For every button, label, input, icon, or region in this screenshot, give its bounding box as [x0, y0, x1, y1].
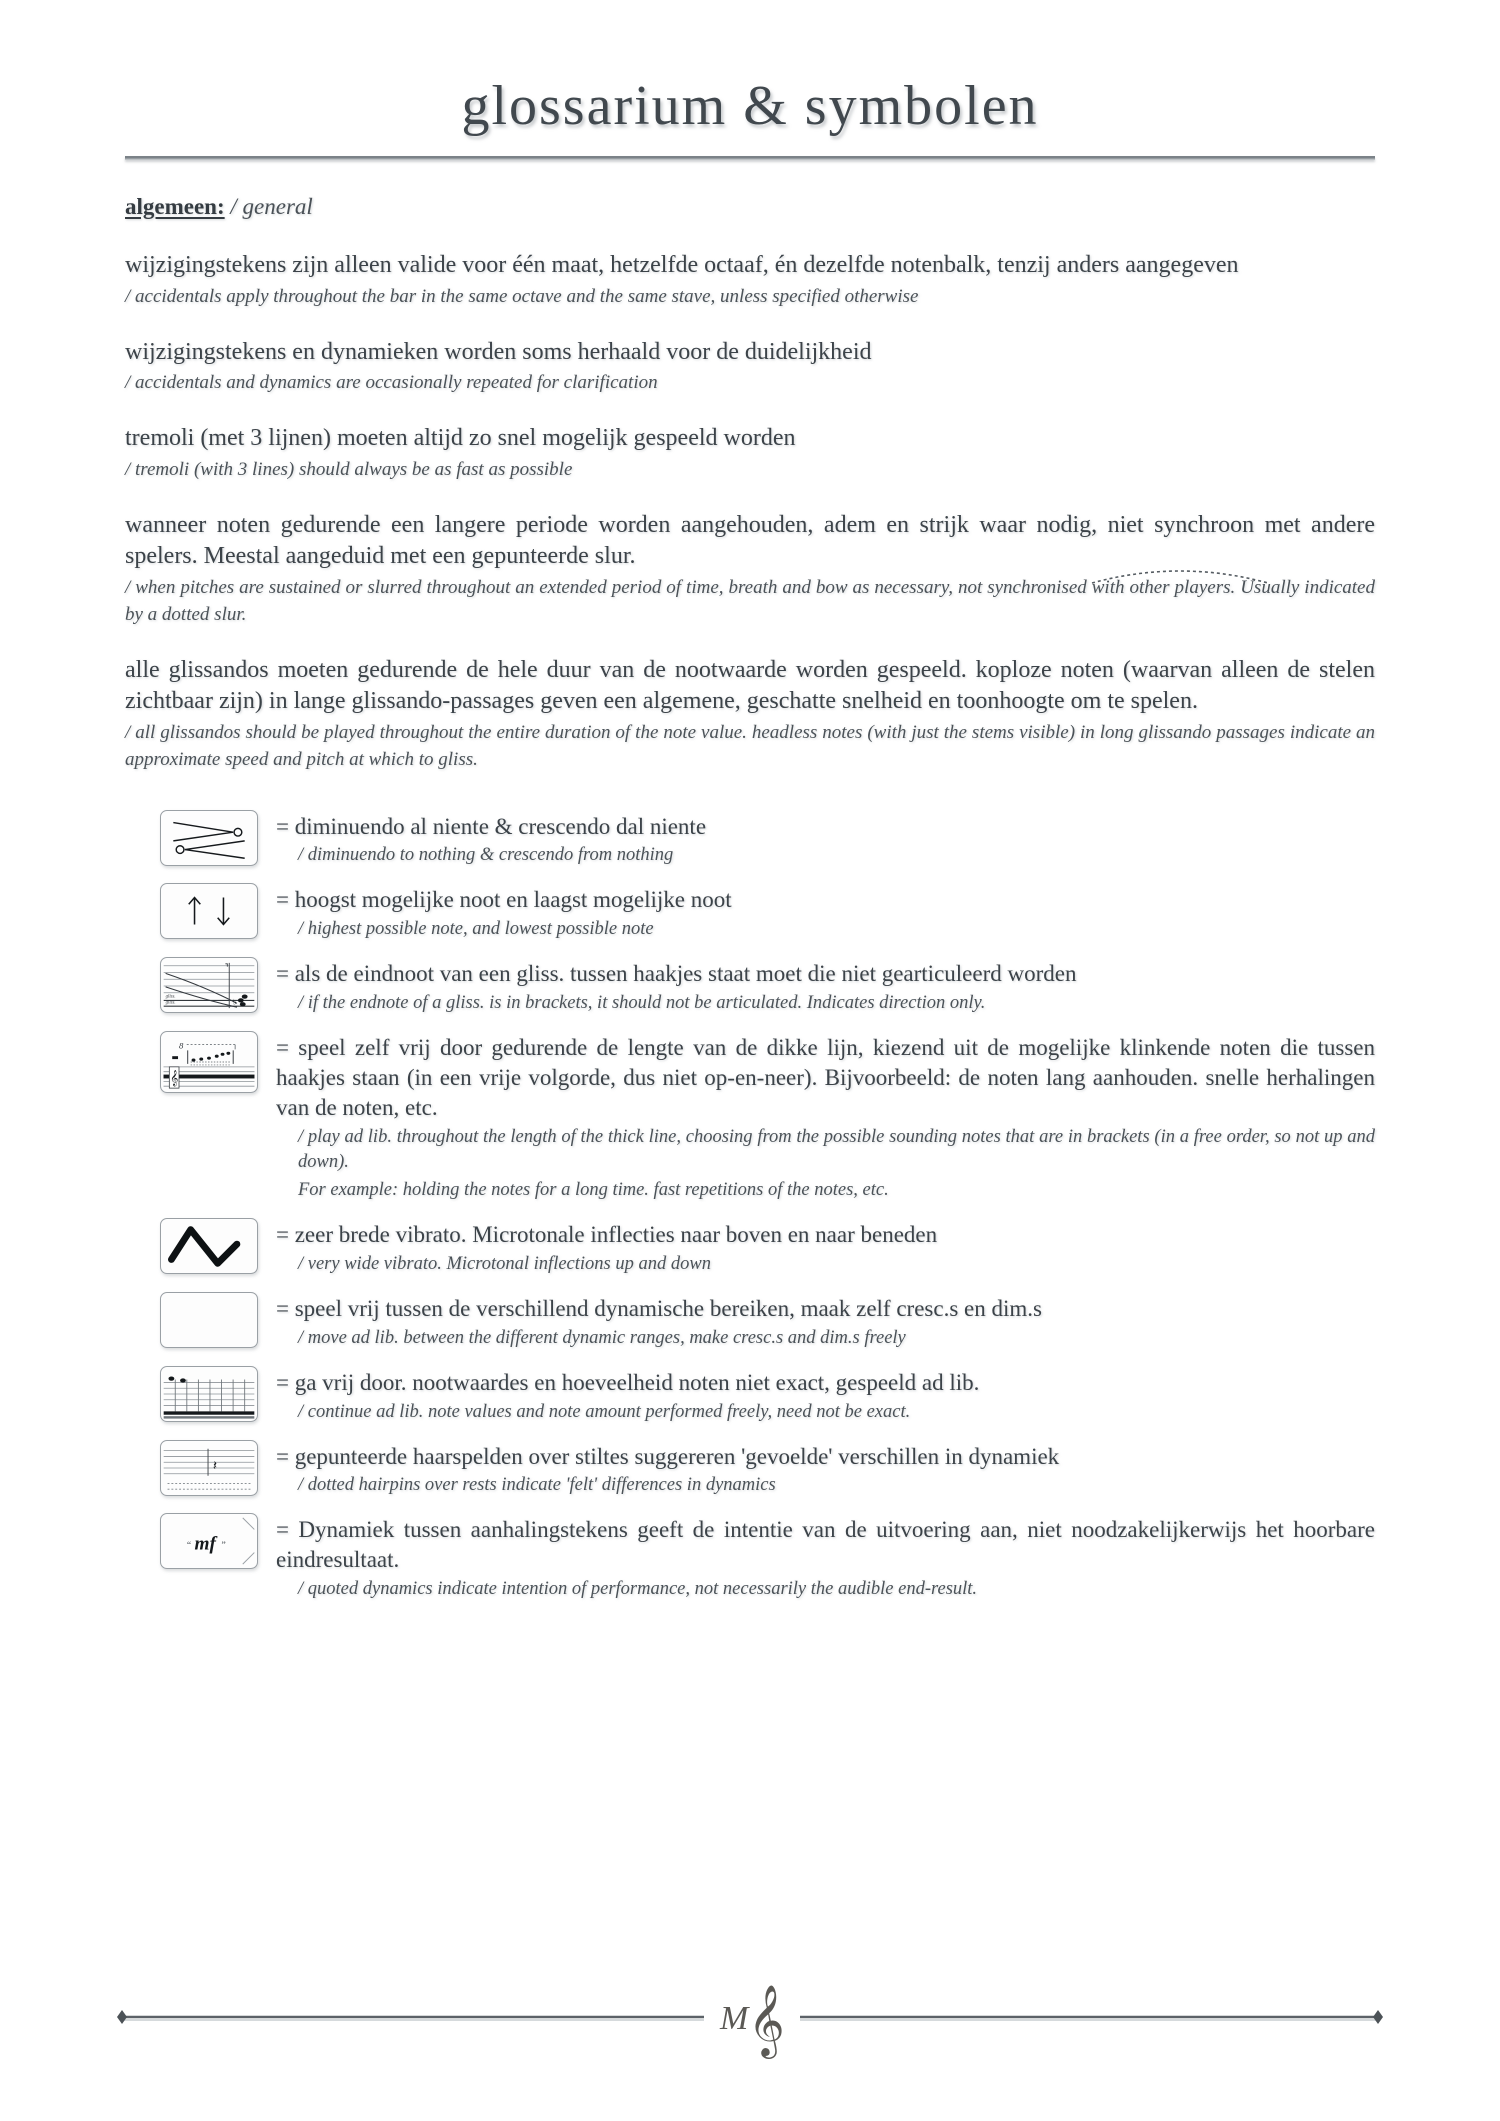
- svg-text:gliss.: gliss.: [165, 994, 176, 1000]
- paragraph: [125, 337, 1375, 398]
- svg-text:♭: ♭: [233, 997, 237, 1007]
- ad-lib-ottava-icon: [160, 1031, 258, 1093]
- symbol-description: [276, 1366, 1375, 1426]
- symbol-row: [125, 1218, 1375, 1278]
- symbol-en: / highest possible note, and lowest possible note: [298, 919, 654, 940]
- paragraph-nl: wijzigingstekens zijn alleen valide voor één maat, hetzelfde octaaf, én dezelfde notenbalk, tenzij anders aangegeven: [125, 252, 1239, 278]
- paragraph-en: / when pitches are sustained or slurred throughout an extended period of time, breath and bow as necessary, not synchronised with other players. Usually indicated by a dotted slur.: [125, 577, 1375, 625]
- paragraph-en: / tremoli (with 3 lines) should always be as fast as possible: [125, 458, 573, 480]
- content-area: [125, 160, 1375, 1603]
- symbol-row: [125, 810, 1375, 870]
- svg-text:𝄞: 𝄞: [170, 1070, 179, 1087]
- symbol-nl: = ga vrij door. nootwaardes en hoeveelheid noten niet exact, gespeeld ad lib.: [276, 1369, 980, 1395]
- svg-text:gliss.: gliss.: [165, 1000, 176, 1006]
- symbol-nl: = gepunteerde haarspelden over stiltes suggereren 'gevoelde' verschillen in dynamiek: [276, 1443, 1060, 1469]
- symbol-description: [276, 1218, 1375, 1278]
- svg-text:M: M: [720, 2000, 749, 2037]
- symbol-row: [125, 1513, 1375, 1603]
- symbol-row: [125, 1292, 1375, 1352]
- symbol-description: [276, 957, 1375, 1017]
- svg-text:“: “: [186, 1540, 192, 1552]
- symbol-en: / quoted dynamics indicate intention of performance, not necessarily the audible end-result.: [298, 1579, 978, 1600]
- symbol-en: / continue ad lib. note values and note amount performed freely, need not be exact.: [298, 1401, 911, 1422]
- symbol-nl: = Dynamiek tussen aanhalingstekens geeft de intentie van de uitvoering aan, niet noodzakelijkerwijs het hoorbare eindresultaat.: [276, 1517, 1375, 1573]
- svg-text:”: ”: [221, 1540, 226, 1552]
- symbol-en: / diminuendo to nothing & crescendo from nothing: [298, 845, 674, 866]
- glissando-stave-icon: [160, 957, 258, 1013]
- symbol-en: / dotted hairpins over rests indicate 'felt' differences in dynamics: [298, 1475, 776, 1496]
- symbol-en: / very wide vibrato. Microtonal inflections up and down: [298, 1254, 711, 1275]
- symbol-nl: = diminuendo al niente & crescendo dal niente: [276, 813, 707, 839]
- symbol-row: [125, 883, 1375, 943]
- symbol-en: / move ad lib. between the different dynamic ranges, make cresc.s and dim.s freely: [298, 1327, 906, 1348]
- paragraph: [125, 250, 1375, 311]
- paragraph-nl: tremoli (met 3 lijnen) moeten altijd zo snel mogelijk gespeeld worden: [125, 425, 796, 451]
- wide-vibrato-icon: [160, 1218, 258, 1274]
- symbol-en: / play ad lib. throughout the length of the thick line, choosing from the possible sounding notes that are in brackets (in a free order, so not up and down).: [298, 1126, 1375, 1173]
- quoted-mf-icon: [160, 1513, 258, 1569]
- symbol-nl: = zeer brede vibrato. Microtonale inflecties naar boven en naar beneden: [276, 1222, 938, 1248]
- paragraph-en: / accidentals and dynamics are occasionally repeated for clarification: [125, 372, 658, 394]
- symbol-row: [125, 1440, 1375, 1500]
- svg-text:𝄽: 𝄽: [212, 1457, 217, 1474]
- dotted-hairpin-rest-icon: [160, 1440, 258, 1496]
- monogram-divider-icon: [100, 1969, 1400, 2059]
- section-heading-nl: algemeen:: [125, 194, 225, 219]
- page-title: glossarium & symbolen: [461, 75, 1039, 137]
- symbol-nl: = hoogst mogelijke noot en laagst mogelijke noot: [276, 887, 732, 913]
- symbol-description: [276, 1440, 1375, 1500]
- svg-text:8: 8: [179, 1040, 184, 1051]
- paragraph-nl: wanneer noten gedurende een langere periode worden aangehouden, adem en strijk waar nodig, niet synchroon met andere spelers. Meestal aangeduid met een gepunteerde slur.: [125, 511, 1375, 570]
- title-block: [0, 0, 1500, 137]
- symbol-description: [276, 1292, 1375, 1352]
- section-heading-en: / general: [230, 194, 313, 219]
- symbol-legend: [125, 810, 1375, 1603]
- up-down-arrows-icon: [160, 883, 258, 939]
- footer-ornament: [0, 1969, 1500, 2059]
- symbol-row: [125, 1366, 1375, 1426]
- paragraph-en: / all glissandos should be played throughout the entire duration of the note value. headless notes (with just the stems visible) in long glissando passages indicate an approximate speed and pitch at which to gliss.: [125, 722, 1375, 770]
- paragraph-en: / accidentals apply throughout the bar in the same octave and the same stave, unless specified otherwise: [125, 285, 919, 307]
- symbol-row: [125, 1031, 1375, 1204]
- symbol-en-extra: For example: holding the notes for a long time. fast repetitions of the notes, etc.: [298, 1180, 889, 1201]
- symbol-nl: = als de eindnoot van een gliss. tussen haakjes staat moet die niet gearticuleerd worden: [276, 961, 1077, 987]
- paragraph-nl: wijzigingstekens en dynamieken worden soms herhaald voor de duidelijkheid: [125, 338, 872, 365]
- svg-text:mf: mf: [194, 1533, 216, 1555]
- symbol-row: [125, 957, 1375, 1017]
- empty-box-icon: [160, 1292, 258, 1348]
- paragraph: [125, 423, 1375, 484]
- svg-text:𝄞: 𝄞: [748, 1983, 785, 2056]
- symbol-nl: = speel vrij tussen de verschillend dynamische bereiken, maak zelf cresc.s en dim.s: [276, 1295, 1042, 1321]
- symbol-description: [276, 1513, 1375, 1603]
- niente-hairpins-icon: [160, 810, 258, 866]
- tremolo-beam-icon: [160, 1366, 258, 1422]
- paragraph: [125, 655, 1375, 774]
- symbol-nl: = speel zelf vrij door gedurende de lengte van de dikke lijn, kiezend uit de mogelijke klinkende noten die tussen haakjes staan (in een vrije volgorde, dus niet op-en-neer). Bijvoorbeeld: de noten lang aanhouden. snelle herhalingen van de noten, etc.: [276, 1034, 1375, 1120]
- symbol-description: [276, 810, 1375, 870]
- section-heading: [125, 194, 1375, 220]
- symbol-description: [276, 883, 1375, 943]
- symbol-description: [276, 1031, 1375, 1204]
- paragraph: [125, 510, 1375, 629]
- symbol-en: / if the endnote of a gliss. is in brackets, it should not be articulated. Indicates direction only.: [298, 992, 986, 1013]
- paragraph-nl: alle glissandos moeten gedurende de hele duur van de nootwaarde worden gespeeld. koploze noten (waarvan alleen de stelen zichtbaar zijn) in lange glissando-passages geven een algemene, geschatte snelheid en toonhoogte om te spelen.: [125, 656, 1375, 715]
